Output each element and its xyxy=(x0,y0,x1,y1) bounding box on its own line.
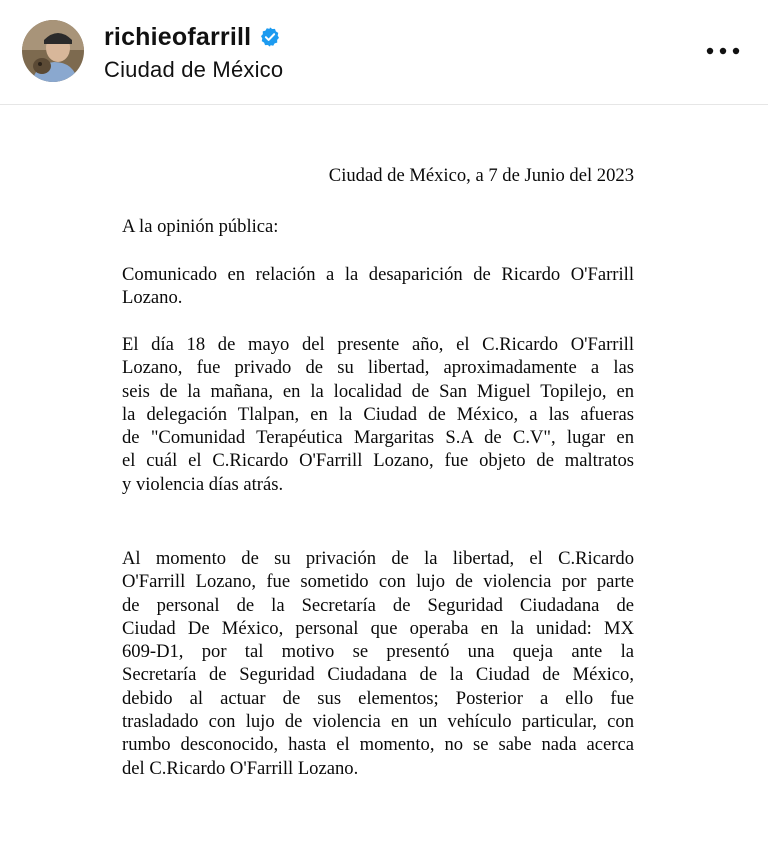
paragraph-line: Al momento de su privación de la libertad, el C.Ricardo xyxy=(122,548,634,569)
letter-paragraph-2 xyxy=(122,547,634,780)
more-options-button[interactable] xyxy=(700,36,746,66)
greeting-text: A la opinión pública: xyxy=(122,216,279,237)
paragraph-line: 609-D1, por tal motivo se presentó una queja ante la xyxy=(122,641,634,663)
post-image xyxy=(0,105,768,865)
letter-paragraph-1 xyxy=(122,333,634,496)
username-row xyxy=(104,20,281,54)
paragraph-line: Lozano, fue privado de su libertad, aproximadamente a las xyxy=(122,357,634,379)
more-options-icon xyxy=(706,47,740,55)
paragraph-line: Secretaría de Seguridad Ciudadana de la Ciudad de México, xyxy=(122,664,634,686)
letter-greeting xyxy=(122,215,634,238)
location-link[interactable]: Ciudad de México xyxy=(104,57,284,82)
subject-line: Comunicado en relación a la desaparición de Ricardo O'Farrill xyxy=(122,264,634,285)
paragraph-line: rumbo desconocido, hasta el momento, no se sabe nada acerca xyxy=(122,734,634,756)
paragraph-line: Ciudad De México, personal que operaba en la unidad: MX xyxy=(122,617,634,639)
letter-subject xyxy=(122,263,634,310)
paragraph-line: la delegación Tlalpan, en la Ciudad de México, a las afueras xyxy=(122,403,634,425)
paragraph-line: y violencia días atrás. xyxy=(122,473,284,495)
paragraph-line: O'Farrill Lozano, fue sometido con lujo de violencia por parte xyxy=(122,571,634,593)
paragraph-line: el cuál el C.Ricardo O'Farrill Lozano, fue objeto de maltratos xyxy=(122,450,634,472)
avatar-image xyxy=(22,20,84,82)
profile-avatar[interactable] xyxy=(22,20,84,82)
verified-badge-icon xyxy=(259,26,281,48)
letter-date: Ciudad de México, a 7 de Junio del 2023 xyxy=(328,165,634,186)
paragraph-line: de "Comunidad Terapéutica Margaritas S.A de C.V", lugar en xyxy=(122,427,634,449)
username-link[interactable]: richieofarrill xyxy=(104,22,252,51)
paragraph-line: debido al actuar de sus elementos; Posterior a ello fue xyxy=(122,687,634,709)
paragraph-line: de personal de la Secretaría de Seguridad Ciudadana de xyxy=(122,594,634,616)
paragraph-line: El día 18 de mayo del presente año, el C.Ricardo O'Farrill xyxy=(122,334,634,355)
paragraph-line: trasladado con lujo de violencia en un vehículo particular, con xyxy=(122,711,634,733)
paragraph-line: del C.Ricardo O'Farrill Lozano. xyxy=(122,757,359,779)
subject-line: Lozano. xyxy=(122,287,183,309)
paragraph-line: seis de la mañana, en la localidad de San Miguel Topilejo, en xyxy=(122,380,634,402)
post-header xyxy=(0,0,768,105)
